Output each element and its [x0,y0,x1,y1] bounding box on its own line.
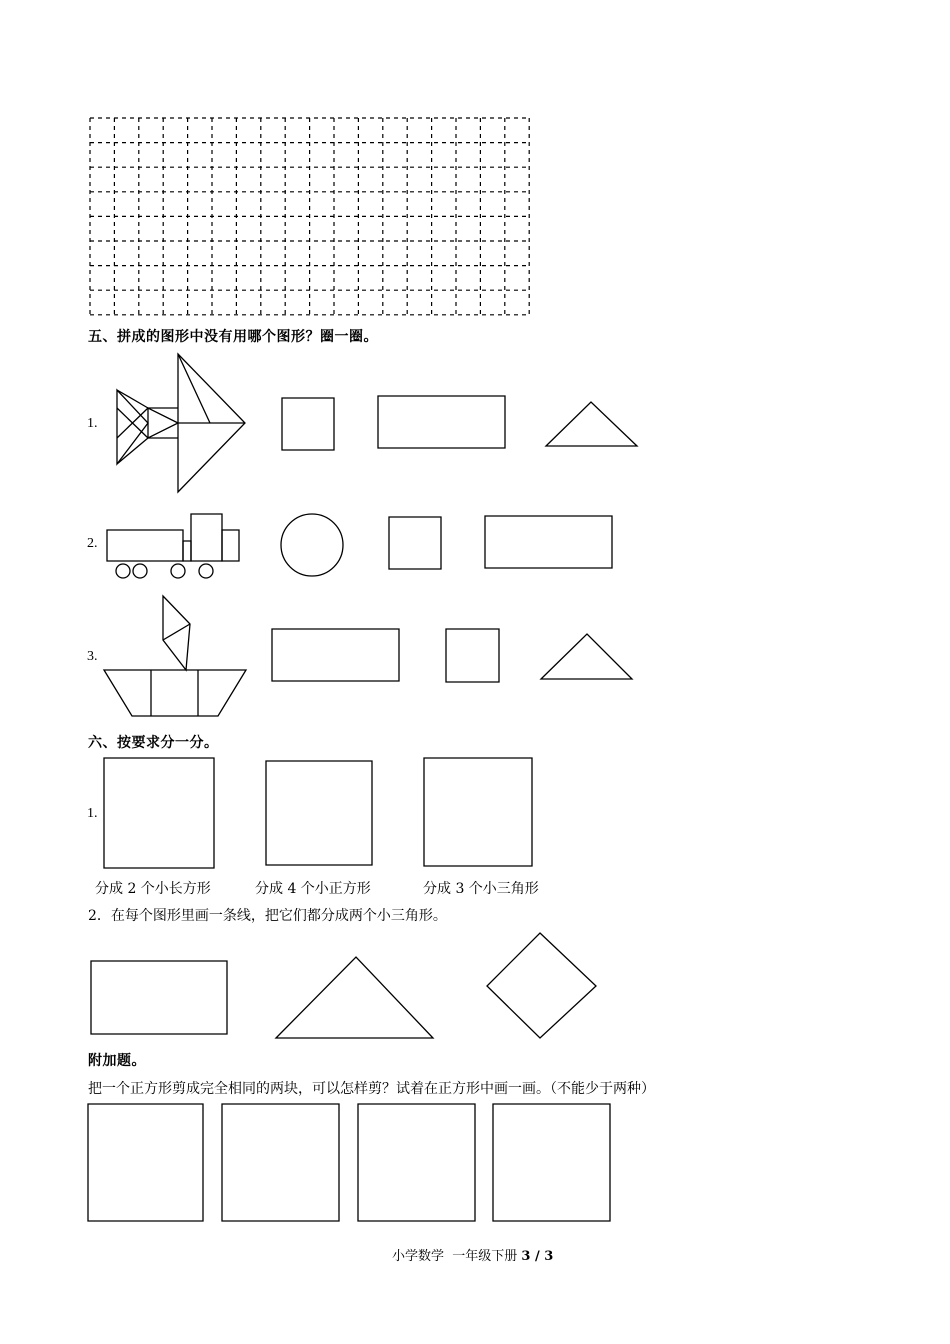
divide-square-3[interactable] [423,757,534,868]
section-six-title: 六、按要求分一分。 [88,735,219,751]
divide-square-2[interactable] [265,760,374,867]
extra-square-2[interactable] [221,1103,341,1223]
truck-figure [105,512,241,582]
option-rectangle[interactable] [377,395,507,449]
q2-diamond[interactable] [485,931,599,1041]
caption-two-rectangles: 分成 2 个小长方形 [95,881,211,897]
item-number-2: 2. [87,536,98,551]
item-number-1: 1. [87,416,98,431]
page-number: 3 / 3 [521,1249,554,1264]
option-rectangle[interactable] [484,515,614,569]
section-five-title: 五、拼成的图形中没有用哪个图形？圈一圈。 [88,329,378,345]
q2-instruction: 2．在每个图形里画一条线，把它们都分成两个小三角形。 [88,908,447,924]
page-footer [392,1245,553,1264]
dotted-grid [88,116,530,318]
caption-three-triangles: 分成 3 个小三角形 [423,881,539,897]
q2-triangle[interactable] [274,955,436,1041]
divide-square-1[interactable] [103,757,216,870]
fish-figure [110,352,250,494]
extra-square-4[interactable] [492,1103,612,1223]
extra-instruction: 把一个正方形剪成完全相同的两块，可以怎样剪？试着在正方形中画一画。（不能少于两种） [88,1081,655,1097]
option-circle[interactable] [279,512,345,578]
option-rectangle[interactable] [271,628,401,682]
boat-figure [102,594,248,720]
item-number-3: 3. [87,649,98,664]
q2-rectangle[interactable] [90,960,230,1036]
q1-number: 1. [87,806,98,821]
option-triangle[interactable] [544,400,640,448]
option-square[interactable] [445,628,501,684]
footer-text: 小学数学 一年级下册 [392,1249,522,1264]
option-triangle[interactable] [539,632,635,682]
caption-four-squares: 分成 4 个小正方形 [255,881,371,897]
extra-title: 附加题。 [88,1053,146,1069]
option-square[interactable] [388,516,442,570]
option-square[interactable] [281,397,335,451]
extra-square-1[interactable] [87,1103,205,1223]
extra-square-3[interactable] [357,1103,477,1223]
